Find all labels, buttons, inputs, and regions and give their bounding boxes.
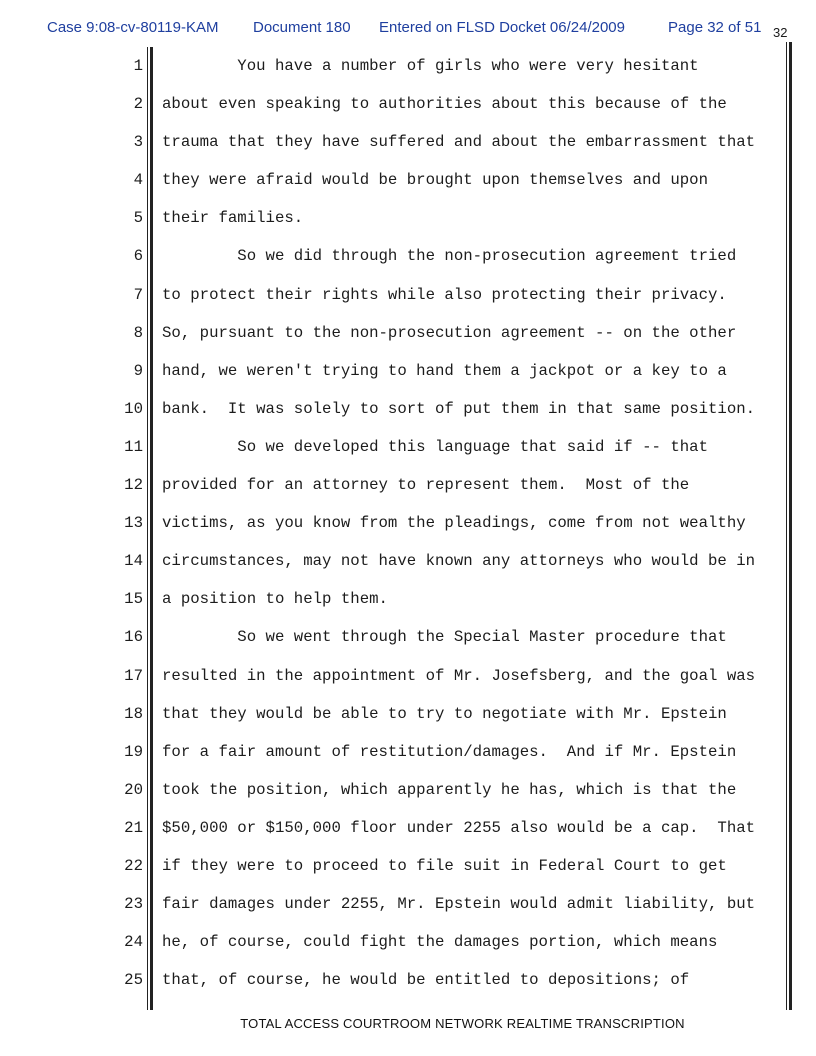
transcript-line	[0, 781, 816, 819]
transcript-body	[0, 57, 816, 1009]
line-text: a position to help them.	[162, 590, 388, 609]
line-number: 17	[124, 666, 143, 685]
line-text: hand, we weren't trying to hand them a jackpot or a key to a	[162, 361, 727, 380]
header-page-of: Page 32 of 51	[668, 19, 762, 36]
line-number: 7	[133, 285, 143, 304]
line-text: if they were to proceed to file suit in Federal Court to get	[162, 856, 727, 875]
transcript-line	[0, 590, 816, 628]
line-text: So we developed this language that said if -- that	[162, 437, 709, 456]
line-number: 18	[124, 704, 143, 723]
line-number: 20	[124, 780, 143, 799]
line-text: he, of course, could fight the damages portion, which means	[162, 933, 718, 952]
line-number: 24	[124, 933, 143, 952]
transcript-line	[0, 705, 816, 743]
transcript-line	[0, 209, 816, 247]
line-text: So we went through the Special Master procedure that	[162, 628, 727, 647]
transcript-line	[0, 171, 816, 209]
line-text: provided for an attorney to represent them. Most of the	[162, 476, 690, 495]
transcript-line	[0, 57, 816, 95]
line-text: their families.	[162, 209, 304, 228]
transcript-line	[0, 933, 816, 971]
line-number: 13	[124, 514, 143, 533]
line-number: 15	[124, 590, 143, 609]
line-text: bank. It was solely to sort of put them in that same position.	[162, 399, 756, 418]
line-number: 6	[133, 247, 143, 266]
line-number: 21	[124, 818, 143, 837]
line-number: 25	[124, 971, 143, 990]
header-case-number: Case 9:08-cv-80119-KAM	[47, 19, 219, 36]
line-text: for a fair amount of restitution/damages. And if Mr. Epstein	[162, 742, 737, 761]
line-number: 16	[124, 628, 143, 647]
transcript-line	[0, 514, 816, 552]
line-number: 14	[124, 552, 143, 571]
transcript-line	[0, 819, 816, 857]
line-number: 4	[133, 171, 143, 190]
transcript-line	[0, 438, 816, 476]
line-text: resulted in the appointment of Mr. Josefsberg, and the goal was	[162, 666, 756, 685]
header-document-number: Document 180	[253, 19, 351, 36]
line-number: 5	[133, 209, 143, 228]
transcript-line	[0, 857, 816, 895]
transcript-line	[0, 133, 816, 171]
transcript-line	[0, 895, 816, 933]
line-number: 3	[133, 133, 143, 152]
header-docket-entry: Entered on FLSD Docket 06/24/2009	[379, 19, 625, 36]
transcript-page-number: 32	[773, 25, 788, 40]
line-text: they were afraid would be brought upon themselves and upon	[162, 171, 709, 190]
transcript-line	[0, 324, 816, 362]
transcript-line	[0, 743, 816, 781]
transcript-line	[0, 628, 816, 666]
line-number: 11	[124, 437, 143, 456]
transcript-line	[0, 400, 816, 438]
line-text: that they would be able to try to negotiate with Mr. Epstein	[162, 704, 727, 723]
line-text: that, of course, he would be entitled to depositions; of	[162, 971, 690, 990]
line-number: 10	[124, 399, 143, 418]
line-number: 8	[133, 323, 143, 342]
line-number: 12	[124, 476, 143, 495]
transcript-line	[0, 971, 816, 1009]
transcript-line	[0, 362, 816, 400]
transcript-line	[0, 552, 816, 590]
line-text: to protect their rights while also protecting their privacy.	[162, 285, 727, 304]
line-text: circumstances, may not have known any attorneys who would be in	[162, 552, 756, 571]
line-number: 2	[133, 95, 143, 114]
transcript-line	[0, 95, 816, 133]
line-text: fair damages under 2255, Mr. Epstein would admit liability, but	[162, 895, 756, 914]
line-text: trauma that they have suffered and about the embarrassment that	[162, 133, 756, 152]
line-text: took the position, which apparently he has, which is that the	[162, 780, 737, 799]
line-text: about even speaking to authorities about this because of the	[162, 95, 727, 114]
line-text: So we did through the non-prosecution agreement tried	[162, 247, 737, 266]
line-number: 23	[124, 895, 143, 914]
line-text: So, pursuant to the non-prosecution agreement -- on the other	[162, 323, 737, 342]
line-text: victims, as you know from the pleadings, come from not wealthy	[162, 514, 746, 533]
line-number: 19	[124, 742, 143, 761]
line-number: 9	[133, 361, 143, 380]
transcript-line	[0, 667, 816, 705]
line-text: You have a number of girls who were very hesitant	[162, 57, 699, 75]
transcript-line	[0, 247, 816, 285]
line-text: $50,000 or $150,000 floor under 2255 also would be a cap. That	[162, 818, 756, 837]
line-number: 22	[124, 856, 143, 875]
footer-transcription-credit: TOTAL ACCESS COURTROOM NETWORK REALTIME TRANSCRIPTION	[240, 1016, 685, 1031]
transcript-line	[0, 286, 816, 324]
line-number: 1	[133, 57, 143, 75]
transcript-line	[0, 476, 816, 514]
